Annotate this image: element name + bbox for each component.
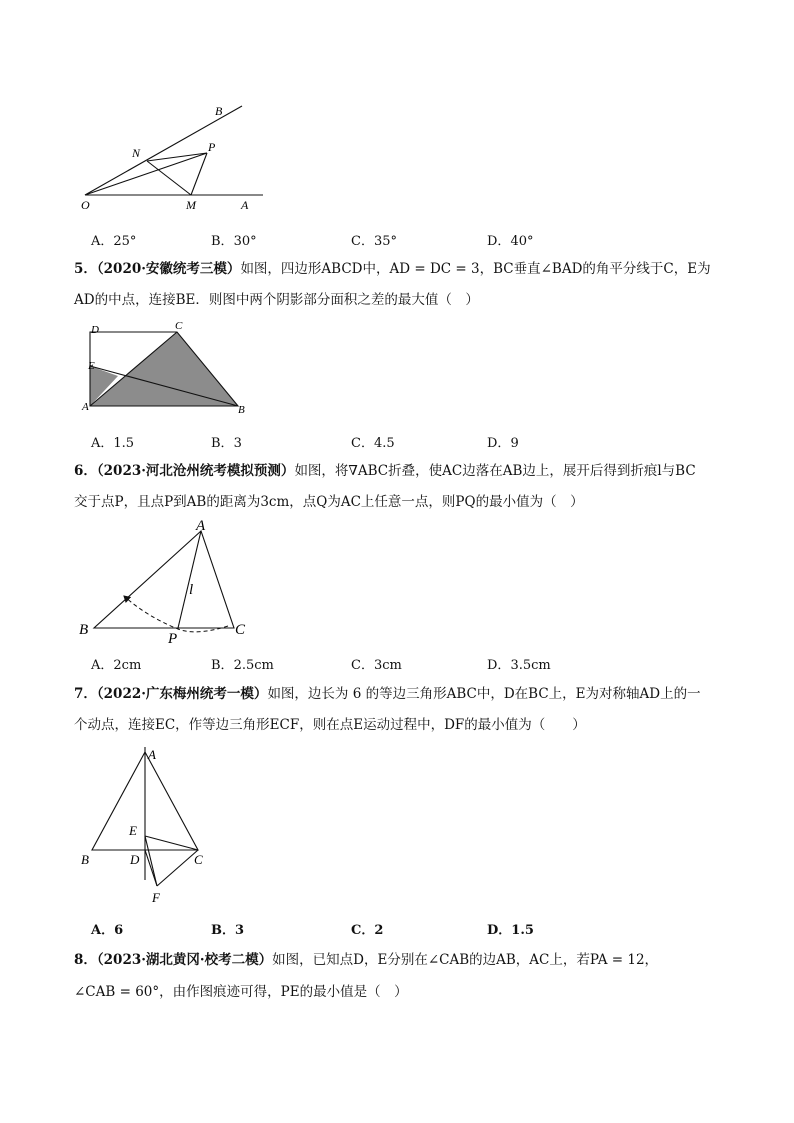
q8-stem-line2 bbox=[74, 982, 408, 1002]
q4-option-b: B．30° bbox=[211, 234, 257, 249]
q6-label-P: P bbox=[168, 631, 178, 646]
q5-number: 5． bbox=[74, 261, 97, 277]
q4-label-A: A bbox=[241, 198, 249, 211]
q7-figure bbox=[74, 744, 224, 912]
q6-text-2: 交于点P，且点P到AB的距离为3cm，点Q为AC上任意一点，则PQ的最小值为（ ） bbox=[74, 494, 584, 510]
q6-option-c: C．3cm bbox=[351, 658, 402, 673]
q4-label-N: N bbox=[132, 146, 141, 160]
q7-source: （2022·广东梅州统考一模） bbox=[96, 686, 268, 702]
q5-text-1: 如图，四边形ABCD中，AD = DC = 3，BC垂直∠BAD的角平分线于C，E为 bbox=[240, 261, 711, 277]
q5-label-A: A bbox=[82, 401, 89, 413]
q6-label-A: A bbox=[196, 518, 206, 534]
q4-option-c: C．35° bbox=[351, 234, 397, 249]
q5-text-2: AD的中点，连接BE．则图中两个阴影部分面积之差的最大值（ ） bbox=[74, 292, 479, 308]
q7-text-1: 如图，边长为 6 的等边三角形ABC中，D在BC上，E为对称轴AD上的一 bbox=[267, 686, 701, 702]
q6-option-d: D．3.5cm bbox=[487, 658, 551, 673]
q4-option-d: D．40° bbox=[487, 234, 534, 249]
q5-stem-line1 bbox=[74, 259, 711, 279]
q5-label-C: C bbox=[175, 320, 183, 332]
q7-label-F: F bbox=[152, 890, 160, 905]
q5-label-B: B bbox=[238, 404, 245, 416]
q7-option-a: A．6 bbox=[91, 923, 124, 938]
q6-fold-arc bbox=[124, 596, 228, 632]
q7-option-b: B．3 bbox=[211, 923, 245, 938]
q7-stem-line1 bbox=[74, 684, 701, 704]
q6-number: 6． bbox=[74, 463, 97, 479]
q6-option-a: A．2cm bbox=[91, 658, 142, 673]
q7-label-D: D bbox=[130, 852, 140, 867]
q6-source: （2023·河北沧州统考模拟预测） bbox=[96, 463, 295, 479]
q8-text-1: 如图，已知点D，E分别在∠CAB的边AB，AC上，若PA = 12， bbox=[272, 952, 659, 968]
q4-option-a: A．25° bbox=[91, 234, 137, 249]
q4-label-P: P bbox=[208, 140, 216, 154]
q5-option-a: A．1.5 bbox=[91, 436, 135, 451]
q7-stem-line2 bbox=[74, 715, 586, 735]
q4-label-O: O bbox=[81, 198, 90, 211]
q6-figure bbox=[76, 516, 256, 646]
q8-source: （2023·湖北黄冈·校考二模） bbox=[96, 952, 273, 968]
q7-label-C: C bbox=[194, 852, 203, 867]
q8-text-2: ∠CAB = 60°，由作图痕迹可得，PE的最小值是（ ） bbox=[74, 984, 408, 1000]
q5-option-d: D．9 bbox=[487, 436, 519, 451]
q5-label-E: E bbox=[88, 360, 95, 372]
q6-label-C: C bbox=[235, 622, 246, 638]
q5-stem-line2 bbox=[74, 290, 479, 310]
q7-label-E: E bbox=[129, 823, 137, 838]
q7-number: 7． bbox=[74, 686, 97, 702]
q5-figure bbox=[78, 318, 253, 418]
q5-option-c: C．4.5 bbox=[351, 436, 395, 451]
q6-stem-line1 bbox=[74, 461, 696, 481]
q4-label-B: B bbox=[215, 104, 223, 118]
q8-stem-line1 bbox=[74, 950, 658, 970]
q7-option-c: C．2 bbox=[351, 923, 384, 938]
q7-option-d: D．1.5 bbox=[487, 923, 534, 938]
q5-option-b: B．3 bbox=[211, 436, 242, 451]
q6-stem-line2 bbox=[74, 492, 584, 512]
q6-label-l: l bbox=[189, 582, 194, 598]
q5-source: （2020·安徽统考三模） bbox=[96, 261, 241, 277]
q7-label-A: A bbox=[148, 747, 156, 762]
q8-number: 8． bbox=[74, 952, 97, 968]
q4-label-M: M bbox=[186, 198, 196, 211]
q6-label-B: B bbox=[79, 622, 89, 638]
q7-text-2: 个动点，连接EC，作等边三角形ECF，则在点E运动过程中，DF的最小值为（ ） bbox=[74, 717, 586, 733]
q5-label-D: D bbox=[91, 324, 99, 336]
q6-text-1: 如图，将∇ABC折叠，使AC边落在AB边上，展开后得到折痕l与BC bbox=[294, 463, 696, 479]
q6-option-b: B．2.5cm bbox=[211, 658, 274, 673]
q4-figure bbox=[70, 96, 280, 211]
q7-label-B: B bbox=[81, 852, 89, 867]
